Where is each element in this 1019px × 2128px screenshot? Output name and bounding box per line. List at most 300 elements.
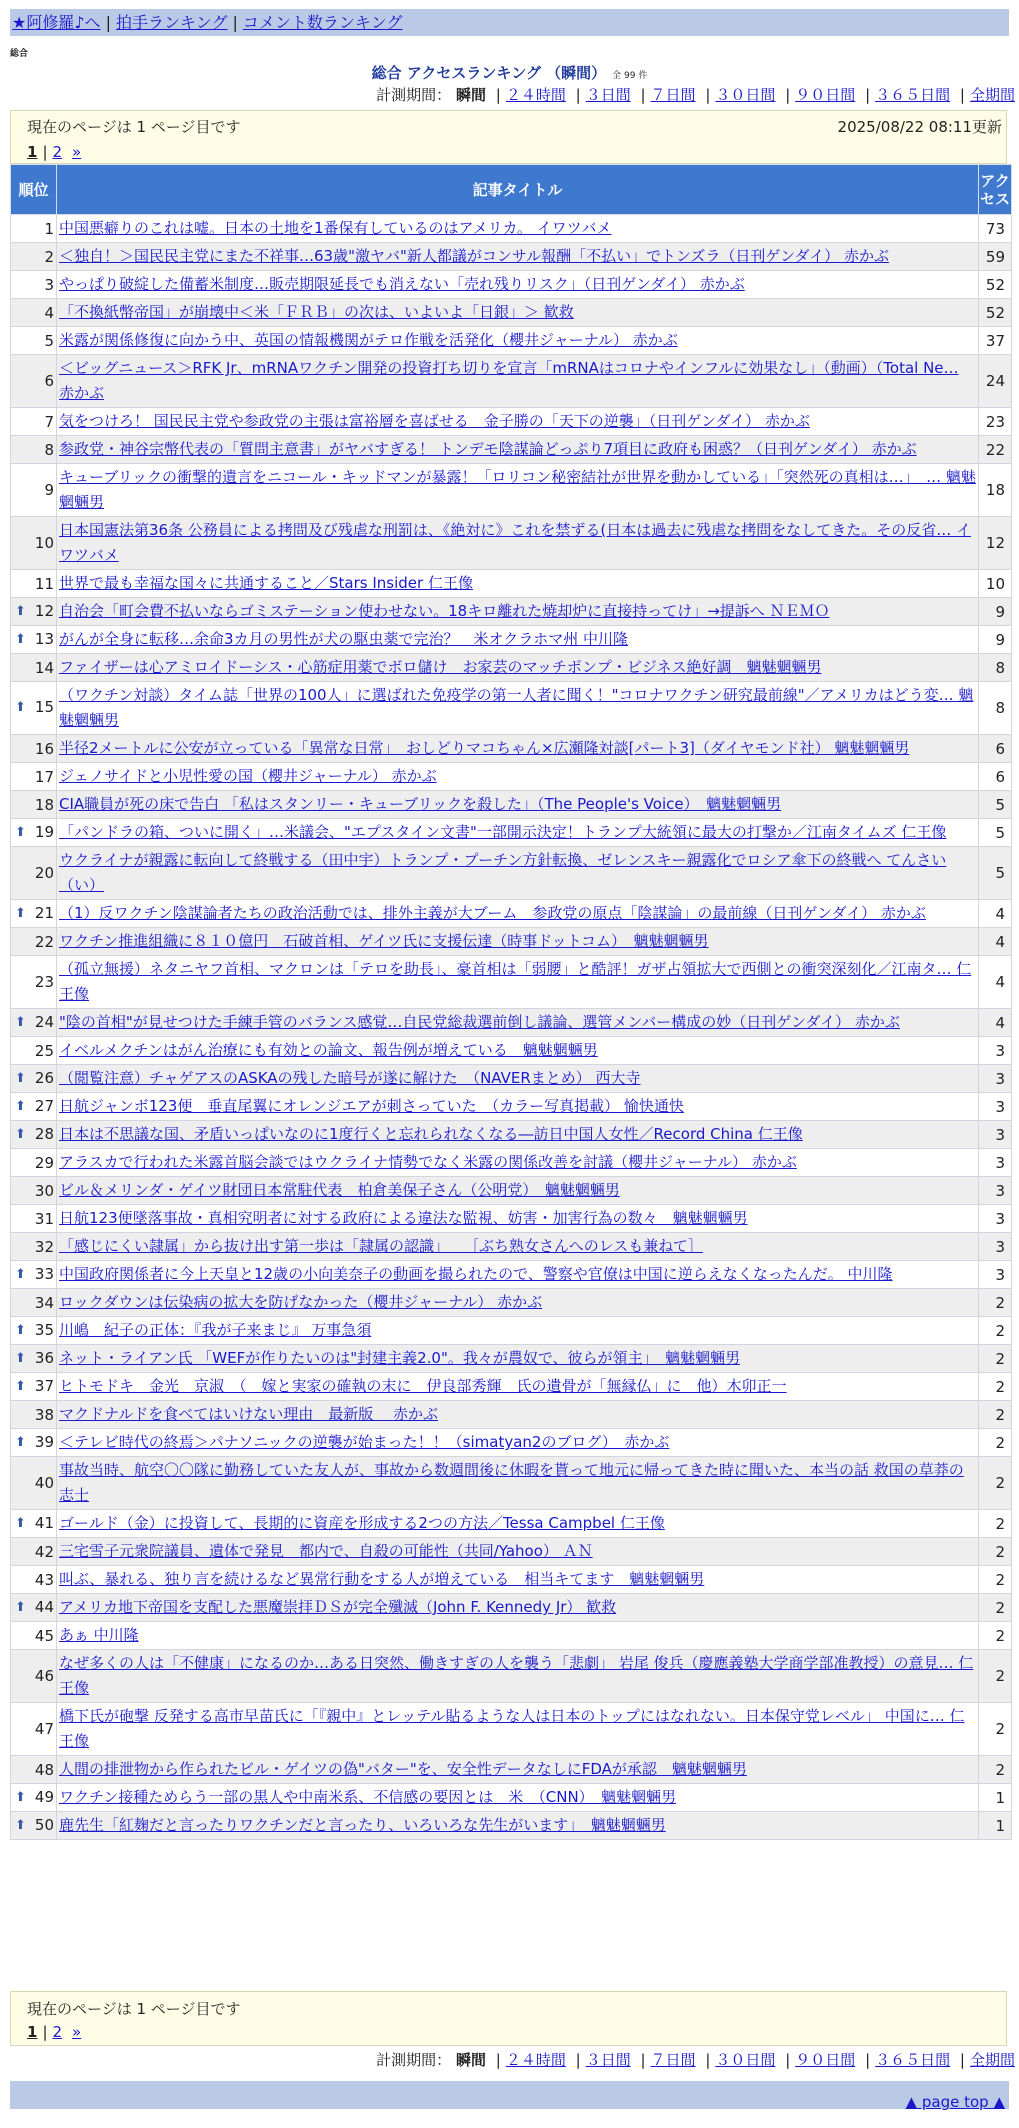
access-count: 3: [979, 1065, 1012, 1093]
access-count: 2: [979, 1373, 1012, 1401]
title-cell: [57, 355, 979, 408]
title-cell: [57, 243, 979, 271]
title-cell: [57, 1261, 979, 1289]
table-row: [11, 464, 1012, 517]
table-row: [11, 1457, 1012, 1510]
article-title-link[interactable]: 日航123便墜落事故・真相究明者に対する政府による違法な監視、妨害・加害行為の数々 魑魅魍魎男: [59, 1209, 748, 1227]
table-row: [11, 327, 1012, 355]
table-row: [11, 215, 1012, 243]
article-title-link[interactable]: やっぱり破綻した備蓄米制度…販売期限延長でも消えない「売れ残りリスク」（日刊ゲンダイ） 赤かぶ: [59, 275, 745, 293]
access-count: 2: [979, 1566, 1012, 1594]
rank-cell: [11, 1177, 57, 1205]
rank-number: 8: [44, 440, 54, 459]
access-count: 1: [979, 1812, 1012, 1840]
rank-cell: [11, 517, 57, 570]
rank-cell: [11, 1812, 57, 1840]
access-count: 2: [979, 1457, 1012, 1510]
table-row: [11, 1373, 1012, 1401]
access-count: 2: [979, 1594, 1012, 1622]
access-count: 3: [979, 1037, 1012, 1065]
period-label: 計測期間：: [376, 86, 452, 104]
access-count: 3: [979, 1233, 1012, 1261]
rank-cell: [11, 1373, 57, 1401]
title-cell: [57, 436, 979, 464]
article-title-link[interactable]: 日本は不思議な国、矛盾いっぱいなのに1度行くと忘れられなくなる―訪日中国人女性／Record China 仁王像: [59, 1125, 803, 1143]
rank-number: 46: [34, 1667, 54, 1685]
period-30d-link[interactable]: ３０日間: [715, 86, 776, 104]
access-count: 5: [979, 791, 1012, 819]
article-title-link[interactable]: ファイザーは心アミロイドーシス・心筋症用薬でボロ儲け お家芸のマッチポンプ・ビジネス絶好調 魑魅魍魎男: [59, 658, 822, 676]
period-365d-link[interactable]: ３６５日間: [875, 2051, 951, 2069]
article-title-link[interactable]: ゴールド（金）に投資して、長期的に資産を形成する2つの方法／Tessa Campbel 仁王像: [59, 1514, 665, 1532]
rank-cell: [11, 654, 57, 682]
title-cell: [57, 1065, 979, 1093]
table-header-row: [11, 165, 1012, 215]
rank-number: 15: [34, 698, 54, 716]
table-row: [11, 436, 1012, 464]
access-count: 3: [979, 1205, 1012, 1233]
title-cell: [57, 1205, 979, 1233]
rank-cell: [11, 1401, 57, 1429]
rank-cell: [11, 436, 57, 464]
rank-cell: [11, 1784, 57, 1812]
rank-cell: [11, 1650, 57, 1703]
rank-number: 49: [34, 1787, 54, 1806]
title-cell: [57, 570, 979, 598]
title-cell: [57, 299, 979, 327]
rank-cell: [11, 1233, 57, 1261]
period-all-link[interactable]: 全期間: [969, 86, 1015, 104]
title-cell: [57, 847, 979, 900]
article-title-link[interactable]: （ワクチン対談）タイム誌「世界の100人」に選ばれた免疫学の第一人者に聞く！"コロナワクチン研究最前線"／アメリカはどう変… 魑魅魍魎男: [59, 686, 974, 729]
title-cell: [57, 900, 979, 928]
period-current: 瞬間: [455, 86, 486, 104]
article-title-link[interactable]: 叫ぶ、暴れる、独り言を続けるなど異常行動をする人が増えている 相当キてます 魑魅魍魎男: [59, 1570, 705, 1588]
access-count: 3: [979, 1149, 1012, 1177]
rank-cell: [11, 900, 57, 928]
rank-up-arrow-icon: ⬆: [15, 824, 26, 840]
rank-number: 26: [34, 1068, 54, 1087]
rank-number: 40: [34, 1474, 54, 1492]
article-title-link[interactable]: 世界で最も幸福な国々に共通すること／Stars Insider 仁王像: [59, 574, 473, 592]
current-page-text-bottom: 現在のページは 1 ページ目です: [27, 2000, 241, 2018]
rank-number: 17: [34, 767, 54, 786]
separator: |: [232, 13, 238, 32]
table-row: [11, 1510, 1012, 1538]
rank-number: 36: [34, 1348, 54, 1367]
rank-cell: [11, 1065, 57, 1093]
rank-number: 1: [44, 219, 54, 238]
rank-up-arrow-icon: ⬆: [15, 1515, 26, 1531]
rank-number: 22: [34, 932, 54, 951]
table-row: [11, 1756, 1012, 1784]
rank-cell: [11, 735, 57, 763]
access-count: 2: [979, 1650, 1012, 1703]
table-row: [11, 1289, 1012, 1317]
period-24h-link[interactable]: ２４時間: [505, 2051, 566, 2069]
title-cell: [57, 1429, 979, 1457]
rank-up-arrow-icon: ⬆: [15, 603, 26, 619]
title-cell: [57, 1037, 979, 1065]
rank-number: 10: [34, 534, 54, 552]
rank-up-arrow-icon: ⬆: [15, 1599, 26, 1615]
rank-up-arrow-icon: ⬆: [15, 1322, 26, 1338]
rank-up-arrow-icon: ⬆: [15, 1789, 26, 1805]
table-row: [11, 735, 1012, 763]
rank-number: 5: [44, 331, 54, 350]
article-title-link[interactable]: ネット・ライアン氏 「WEFが作りたいのは"封建主義2.0"。我々が農奴で、彼らが領主」 魑魅魍魎男: [59, 1349, 741, 1367]
article-title-link[interactable]: 三宅雪子元衆院議員、遺体で発見 都内で、自殺の可能性（共同/Yahoo） ＡＮ: [59, 1542, 593, 1560]
access-count: 18: [979, 464, 1012, 517]
rank-up-arrow-icon: ⬆: [15, 1126, 26, 1142]
rank-cell: [11, 271, 57, 299]
table-row: [11, 1784, 1012, 1812]
rank-up-arrow-icon: ⬆: [15, 1378, 26, 1394]
article-title-link[interactable]: ジェノサイドと小児性愛の国（櫻井ジャーナル） 赤かぶ: [59, 767, 437, 785]
rank-number: 48: [34, 1760, 54, 1779]
rank-cell: [11, 570, 57, 598]
article-title-link[interactable]: ヒトモドキ 金光 京淑 （ 嫁と実家の確執の末に 伊良部秀輝 氏の遺骨が「無縁仏」に 他）木卯正一: [59, 1377, 787, 1395]
rank-number: 14: [34, 658, 54, 677]
title-cell: [57, 1401, 979, 1429]
rank-up-arrow-icon: ⬆: [15, 1266, 26, 1282]
table-row: [11, 271, 1012, 299]
article-title-link[interactable]: 「パンドラの箱、ついに開く」…米議会、"エプスタイン文書"一部開示決定！トランプ大統領に最大の打撃か／江南タイムズ 仁王像: [59, 823, 947, 841]
title-cell: [57, 1149, 979, 1177]
article-title-link[interactable]: 日本国憲法第36条 公務員による拷問及び残虐な刑罰は、《絶対に》これを禁ずる(日本は過去に残虐な拷問をなしてきた。その反省… イワツバメ: [59, 521, 971, 564]
article-title-link[interactable]: マクドナルドを食べてはいけない理由 最新版 赤かぶ: [59, 1405, 439, 1423]
table-row: [11, 1622, 1012, 1650]
rank-number: 41: [34, 1513, 54, 1532]
access-count: 2: [979, 1510, 1012, 1538]
period-3d-link[interactable]: ３日間: [585, 2051, 631, 2069]
title-cell: [57, 1594, 979, 1622]
rank-cell: [11, 215, 57, 243]
rank-cell: [11, 299, 57, 327]
access-count: 2: [979, 1538, 1012, 1566]
table-row: [11, 1401, 1012, 1429]
article-title-link[interactable]: 鹿先生「紅麹だと言ったりワクチンだと言ったり、いろいろな先生がいます」 魑魅魍魎男: [59, 1816, 666, 1834]
rank-number: 32: [34, 1237, 54, 1256]
title-cell: [57, 956, 979, 1009]
rank-number: 18: [34, 795, 54, 814]
page-2-link[interactable]: 2: [52, 2023, 63, 2041]
page-2-link[interactable]: 2: [52, 143, 63, 161]
period-label: 計測期間：: [376, 2051, 452, 2069]
table-row: [11, 1812, 1012, 1840]
article-title-link[interactable]: 半径2メートルに公安が立っている「異常な日常」 おしどりマコちゃん×広瀬隆対談[パート3]（ダイヤモンド社） 魑魅魍魎男: [59, 739, 910, 757]
access-count: 1: [979, 1784, 1012, 1812]
rank-number: 2: [44, 247, 54, 266]
rank-number: 20: [34, 864, 54, 882]
article-title-link[interactable]: キューブリックの衝撃的遺言をニコール・キッドマンが暴露！「ロリコン秘密結社が世界を動かしている」「突然死の真相は…」 … 魑魅魍魎男: [59, 468, 976, 511]
title-cell: [57, 598, 979, 626]
article-title-link[interactable]: アラスカで行われた米露首脳会談ではウクライナ情勢でなく米露の関係改善を討議（櫻井ジャーナル） 赤かぶ: [59, 1153, 797, 1171]
article-title-link[interactable]: 気をつけろ！ 国民民主党や参政党の主張は富裕層を喜ばせる 金子勝の「天下の逆襲」（日刊ゲンダイ） 赤かぶ: [59, 412, 810, 430]
table-row: [11, 819, 1012, 847]
period-7d-link[interactable]: ７日間: [650, 86, 696, 104]
rank-number: 21: [34, 903, 54, 922]
article-title-link[interactable]: 事故当時、航空〇〇隊に勤務していた友人が、事故から数週間後に休暇を貰って地元に帰ってきた時に聞いた、本当の話 救国の草莽の志士: [59, 1461, 964, 1504]
rank-cell: [11, 1457, 57, 1510]
table-row: [11, 682, 1012, 735]
rank-up-arrow-icon: ⬆: [15, 1070, 26, 1086]
access-count: 4: [979, 956, 1012, 1009]
title-cell: [57, 1650, 979, 1703]
title-cell: [57, 327, 979, 355]
rank-cell: [11, 763, 57, 791]
title-cell: [57, 1756, 979, 1784]
rank-cell: [11, 464, 57, 517]
article-title-link[interactable]: ワクチン推進組織に８１０億円 石破首相、ゲイツ氏に支援伝達（時事ドットコム） 魑魅魍魎男: [59, 932, 709, 950]
article-title-link[interactable]: ＜独自！＞国民民主党にまた不祥事…63歳"激ヤバ"新人都議がコンサル報酬「不払い」でトンズラ（日刊ゲンダイ） 赤かぶ: [59, 247, 889, 265]
title-cell: [57, 1510, 979, 1538]
rank-number: 11: [34, 574, 54, 593]
rank-cell: [11, 1429, 57, 1457]
total-count: 全 99 件: [612, 71, 648, 81]
article-title-link[interactable]: イベルメクチンはがん治療にも有効との論文、報告例が増えている 魑魅魍魎男: [59, 1041, 598, 1059]
table-row: [11, 1149, 1012, 1177]
article-title-link[interactable]: （孤立無援）ネタニヤフ首相、マクロンは「テロを助長」、豪首相は「弱腰」と酷評！ガザ占領拡大で西側との衝突深刻化／江南タ… 仁王像: [59, 960, 972, 1003]
page-1-current: 1: [27, 2023, 38, 2041]
table-row: [11, 763, 1012, 791]
title-cell: [57, 408, 979, 436]
page-nav-bottom: 1 | 2 »: [27, 2023, 82, 2041]
table-row: [11, 791, 1012, 819]
rank-up-arrow-icon: ⬆: [15, 1014, 26, 1030]
next-page-link[interactable]: »: [72, 2023, 82, 2041]
rank-cell: [11, 1289, 57, 1317]
title-cell: [57, 464, 979, 517]
article-title-link[interactable]: あぁ 中川隆: [59, 1626, 139, 1644]
access-count: 52: [979, 299, 1012, 327]
rank-cell: [11, 1009, 57, 1037]
title-cell: [57, 1457, 979, 1510]
section-label: 総合: [10, 49, 29, 59]
access-count: 2: [979, 1345, 1012, 1373]
title-cell: [57, 1538, 979, 1566]
article-title-link[interactable]: 人間の排泄物から作られたビル・ゲイツの偽"バター"を、安全性データなしにFDAが承認 魑魅魍魎男: [59, 1760, 747, 1778]
rank-cell: [11, 1121, 57, 1149]
table-row: [11, 847, 1012, 900]
access-count: 10: [979, 570, 1012, 598]
title-cell: [57, 1373, 979, 1401]
rank-cell: [11, 1037, 57, 1065]
title-cell: [57, 819, 979, 847]
title-cell: [57, 517, 979, 570]
rank-cell: [11, 791, 57, 819]
rank-up-arrow-icon: ⬆: [15, 1817, 26, 1833]
period-30d-link[interactable]: ３０日間: [715, 2051, 776, 2069]
article-title-link[interactable]: 「不換紙幣帝国」が崩壊中＜米「ＦＲＢ」の次は、いよいよ「日銀」＞ 歓救: [59, 303, 574, 321]
rank-number: 4: [44, 303, 54, 322]
article-title-link[interactable]: アメリカ地下帝国を支配した悪魔崇拝ＤＳが完全殲滅（John F. Kennedy Jr） 歓救: [59, 1598, 617, 1616]
period-all-link[interactable]: 全期間: [969, 2051, 1015, 2069]
access-count: 9: [979, 598, 1012, 626]
page-title-text: 総合 アクセスランキング （瞬間）: [371, 64, 607, 82]
next-page-link[interactable]: »: [72, 143, 82, 161]
rank-cell: [11, 243, 57, 271]
table-row: [11, 1037, 1012, 1065]
rank-number: 31: [34, 1209, 54, 1228]
access-count: 3: [979, 1121, 1012, 1149]
rank-number: 39: [34, 1432, 54, 1451]
rank-up-arrow-icon: ⬆: [15, 631, 26, 647]
period-90d-link[interactable]: ９０日間: [795, 2051, 856, 2069]
title-cell: [57, 271, 979, 299]
rank-number: 28: [34, 1124, 54, 1143]
table-row: [11, 598, 1012, 626]
article-title-link[interactable]: （閲覧注意）チャゲアスのASKAの残した暗号が遂に解けた （NAVERまとめ） 西大寺: [59, 1069, 641, 1087]
title-cell: [57, 763, 979, 791]
rank-up-arrow-icon: ⬆: [15, 1350, 26, 1366]
current-page-text: 現在のページは 1 ページ目です: [27, 118, 241, 136]
rank-header: 順位: [11, 165, 57, 215]
access-count: 6: [979, 735, 1012, 763]
title-cell: [57, 1622, 979, 1650]
article-title-link[interactable]: ウクライナが親露に転向して終戦する（田中宇）トランプ・プーチン方針転換、ゼレンスキー親露化でロシア傘下の終戦へ てんさい（い）: [59, 851, 947, 894]
article-title-link[interactable]: ビル＆メリンダ・ゲイツ財団日本常駐代表 柏倉美保子さん（公明党） 魑魅魍魎男: [59, 1181, 620, 1199]
page-title: [0, 62, 1019, 83]
rank-number: 6: [44, 372, 54, 390]
table-row: [11, 517, 1012, 570]
rank-number: 50: [34, 1815, 54, 1834]
rank-number: 7: [44, 412, 54, 431]
article-title-link[interactable]: 中国悪癖りのこれは嘘。日本の土地を1番保有しているのはアメリカ。 イワツバメ: [59, 219, 612, 237]
rank-number: 12: [34, 601, 54, 620]
rank-cell: [11, 847, 57, 900]
period-3d-link[interactable]: ３日間: [585, 86, 631, 104]
article-title-link[interactable]: 参政党・神谷宗幣代表の「質問主意書」がヤバすぎる！ トンデモ陰謀論どっぷり7項目に政府も困惑？（日刊ゲンダイ） 赤かぶ: [59, 440, 917, 458]
access-count: 5: [979, 847, 1012, 900]
article-title-link[interactable]: ワクチン接種ためらう一部の黒人や中南米系、不信感の要因とは 米 （CNN） 魑魅魍魎男: [59, 1788, 677, 1806]
article-title-link[interactable]: "陰の首相"が見せつけた手練手管のバランス感覚…自民党総裁選前倒し議論、選管メンバー構成の妙（日刊ゲンダイ） 赤かぶ: [59, 1013, 900, 1031]
applause-ranking-link[interactable]: 拍手ランキング: [115, 13, 228, 32]
period-selector: 計測期間： 瞬間 | ２４時間 | ３日間 | ７日間 | ３０日間 | ９０日間 | ３６５日間 | 全期間: [376, 86, 1015, 104]
rank-number: 35: [34, 1320, 54, 1339]
title-cell: [57, 1345, 979, 1373]
period-365d-link[interactable]: ３６５日間: [875, 86, 951, 104]
access-count: 2: [979, 1401, 1012, 1429]
title-cell: [57, 791, 979, 819]
rank-cell: [11, 1093, 57, 1121]
access-count: 2: [979, 1317, 1012, 1345]
access-count: 8: [979, 682, 1012, 735]
article-title-link[interactable]: 川嶋 紀子の正体：『我が子来まじ』 万事急須: [59, 1321, 372, 1339]
table-row: [11, 1205, 1012, 1233]
title-cell: [57, 1121, 979, 1149]
rank-number: 23: [34, 973, 54, 991]
pager-bottom: [10, 1991, 1007, 2046]
table-row: [11, 570, 1012, 598]
rank-cell: [11, 1622, 57, 1650]
rank-up-arrow-icon: ⬆: [15, 1098, 26, 1114]
article-title-link[interactable]: （1）反ワクチン陰謀論者たちの政治活動では、排外主義が大ブーム 参政党の原点「陰謀論」の最前線（日刊ゲンダイ） 赤かぶ: [59, 904, 926, 922]
top-nav-bar: [10, 9, 1009, 36]
article-title-link[interactable]: 自治会「町会費不払いならゴミステーション使わせない。18キロ離れた焼却炉に直接持ってけ」→提訴へ ＮＥＭＯ: [59, 602, 830, 620]
rank-cell: [11, 598, 57, 626]
period-90d-link[interactable]: ９０日間: [795, 86, 856, 104]
table-row: [11, 408, 1012, 436]
page-1-current: 1: [27, 143, 38, 161]
table-row: [11, 355, 1012, 408]
title-cell: [57, 1784, 979, 1812]
period-24h-link[interactable]: ２４時間: [505, 86, 566, 104]
period-current: 瞬間: [455, 2051, 486, 2069]
rank-cell: [11, 1510, 57, 1538]
home-link[interactable]: ★阿修羅♪へ: [12, 13, 101, 32]
article-title-link[interactable]: 日航ジャンボ123便 垂直尾翼にオレンジエアが刺さっていた （カラー写真掲載） 愉快通快: [59, 1097, 684, 1115]
article-title-link[interactable]: ＜ビッグニュース＞RFK Jr、mRNAワクチン開発の投資打ち切りを宣言「mRNAはコロナやインフルに効果なし」（動画）（Total Ne… 赤かぶ: [59, 359, 959, 402]
rank-number: 27: [34, 1096, 54, 1115]
rank-up-arrow-icon: ⬆: [15, 700, 26, 715]
rank-cell: [11, 1317, 57, 1345]
rank-cell: [11, 1205, 57, 1233]
article-title-link[interactable]: 橋下氏が砲撃 反発する高市早苗氏に「『親中』とレッテル貼るような人は日本のトップにはなれない。日本保守党レベル」 中国に… 仁王像: [59, 1707, 965, 1750]
rank-cell: [11, 819, 57, 847]
page-top-link[interactable]: ▲ page top ▲: [905, 2093, 1005, 2111]
rank-cell: [11, 408, 57, 436]
rank-number: 25: [34, 1041, 54, 1060]
title-cell: [57, 1177, 979, 1205]
rank-number: 30: [34, 1181, 54, 1200]
period-7d-link[interactable]: ７日間: [650, 2051, 696, 2069]
article-title-link[interactable]: 中国政府関係者に今上天皇と12歳の小向美奈子の動画を撮られたので、警察や官僚は中国に逆らえなくなったんだ。 中川隆: [59, 1265, 893, 1283]
article-title-link[interactable]: なぜ多くの人は「不健康」になるのか…ある日突然、働きすぎの人を襲う「悲劇」 岩尾 俊兵（慶應義塾大学商学部准教授）の意見… 仁王像: [59, 1654, 974, 1697]
article-title-link[interactable]: がんが全身に転移…余命3カ月の男性が犬の駆虫薬で完治？ 米オクラホマ州 中川隆: [59, 630, 629, 648]
title-cell: [57, 654, 979, 682]
pager-top: [10, 110, 1007, 164]
rank-number: 19: [34, 822, 54, 841]
rank-cell: [11, 1149, 57, 1177]
rank-cell: [11, 1703, 57, 1756]
table-row: [11, 1121, 1012, 1149]
rank-cell: [11, 327, 57, 355]
table-row: [11, 1009, 1012, 1037]
title-header: 記事タイトル: [57, 165, 979, 215]
article-title-link[interactable]: 「感じにくい隷属」から抜け出す第一歩は「隷属の認識」 ［ぶち熟女さんへのレスも兼ねて］: [59, 1237, 703, 1255]
article-title-link[interactable]: ＜テレビ時代の終焉＞パナソニックの逆襲が始まった！！（simatyan2のブログ） 赤かぶ: [59, 1433, 670, 1451]
title-cell: [57, 735, 979, 763]
rank-number: 43: [34, 1570, 54, 1589]
ranking-table: [10, 164, 1012, 1840]
rank-number: 42: [34, 1542, 54, 1561]
table-row: [11, 1317, 1012, 1345]
access-count: 2: [979, 1703, 1012, 1756]
access-count: 23: [979, 408, 1012, 436]
table-row: [11, 928, 1012, 956]
access-count: 3: [979, 1093, 1012, 1121]
table-row: [11, 1538, 1012, 1566]
title-cell: [57, 1093, 979, 1121]
table-row: [11, 1093, 1012, 1121]
access-count: 24: [979, 355, 1012, 408]
title-cell: [57, 1812, 979, 1840]
article-title-link[interactable]: 米露が関係修復に向かう中、英国の情報機関がテロ作戦を活発化（櫻井ジャーナル） 赤かぶ: [59, 331, 678, 349]
access-count: 22: [979, 436, 1012, 464]
access-count: 6: [979, 763, 1012, 791]
access-count: 2: [979, 1622, 1012, 1650]
comment-ranking-link[interactable]: コメント数ランキング: [242, 13, 403, 32]
article-title-link[interactable]: CIA職員が死の床で告白 「私はスタンリー・キューブリックを殺した」（The People's Voice） 魑魅魍魎男: [59, 795, 782, 813]
table-row: [11, 1345, 1012, 1373]
article-title-link[interactable]: ロックダウンは伝染病の拡大を防げなかった（櫻井ジャーナル） 赤かぶ: [59, 1293, 543, 1311]
table-row: [11, 626, 1012, 654]
rank-cell: [11, 355, 57, 408]
table-row: [11, 1233, 1012, 1261]
updated-timestamp: 2025/08/22 08:11更新: [837, 118, 1002, 136]
title-cell: [57, 626, 979, 654]
